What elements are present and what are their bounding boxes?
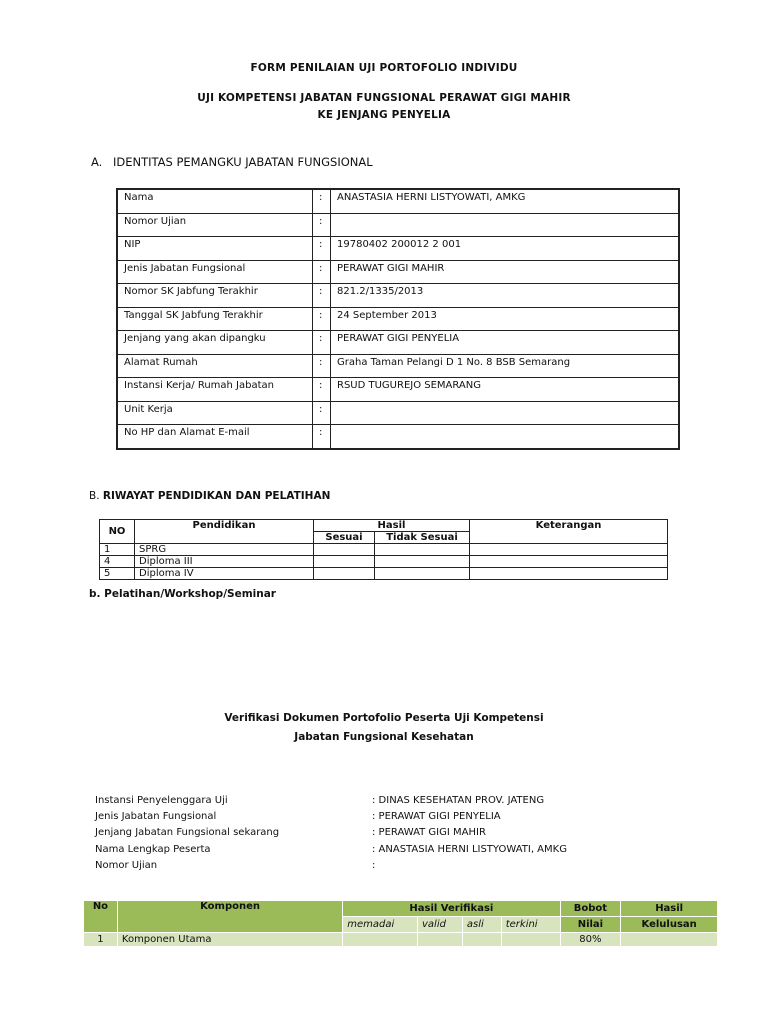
comp-col-valid: valid (418, 917, 463, 933)
row-pendidikan: Diploma IV (135, 568, 314, 580)
identity-value (331, 401, 680, 425)
identity-row (117, 378, 679, 402)
identity-label: Unit Kerja (117, 401, 313, 425)
identity-value: RSUD TUGUREJO SEMARANG (331, 378, 680, 402)
table-row (100, 568, 668, 580)
comp-col-memadai: memadai (343, 917, 418, 933)
section-a-letter: A. (91, 155, 103, 169)
info-value-instansi: : DINAS KESEHATAN PROV. JATENG (372, 795, 545, 806)
identity-value: Graha Taman Pelangi D 1 No. 8 BSB Semarang (331, 354, 680, 378)
comp-col-hasil-verifikasi: Hasil Verifikasi (343, 901, 560, 917)
pelatihan-title: b. Pelatihan/Workshop/Seminar (89, 588, 276, 600)
identity-label: No HP dan Alamat E-mail (117, 425, 313, 449)
identity-label: NIP (117, 237, 313, 261)
identity-label: Nama (117, 189, 313, 213)
info-label-nomor: Nomor Ujian (95, 860, 158, 871)
section-b-prefix: B. (89, 490, 100, 502)
form-title: FORM PENILAIAN UJI PORTOFOLIO INDIVIDU (250, 62, 518, 74)
row-pendidikan: SPRG (135, 544, 314, 556)
identity-label: Nomor Ujian (117, 213, 313, 237)
comp-col-komponen: Komponen (117, 901, 342, 933)
identity-row (117, 354, 679, 378)
identity-separator: : (313, 237, 331, 261)
identity-separator: : (313, 260, 331, 284)
identity-row (117, 425, 679, 449)
identity-row (117, 260, 679, 284)
info-value-jenjang: : PERAWAT GIGI MAHIR (372, 827, 486, 838)
comp-col-kelulusan: Kelulusan (621, 917, 718, 933)
identity-label: Alamat Rumah (117, 354, 313, 378)
info-label-nama: Nama Lengkap Peserta (95, 844, 211, 855)
identity-row (117, 307, 679, 331)
table-row (100, 556, 668, 568)
col-no: NO (100, 520, 135, 544)
comp-col-no: No (84, 901, 118, 933)
comp-col-bobot: Bobot (560, 901, 621, 917)
identity-row (117, 331, 679, 355)
section-b-title: RIWAYAT PENDIDIKAN DAN PELATIHAN (102, 490, 331, 502)
col-tidak-sesuai: Tidak Sesuai (375, 532, 470, 544)
identity-row (117, 213, 679, 237)
col-keterangan: Keterangan (470, 520, 668, 544)
section-a-title: IDENTITAS PEMANGKU JABATAN FUNGSIONAL (113, 155, 373, 169)
exam-title: UJI KOMPETENSI JABATAN FUNGSIONAL PERAWAT GIGI MAHIR (197, 92, 571, 104)
identity-value: 821.2/1335/2013 (331, 284, 680, 308)
component-table (83, 900, 718, 947)
col-hasil: Hasil (314, 520, 470, 532)
info-value-jenis: : PERAWAT GIGI PENYELIA (372, 811, 501, 822)
info-value-nomor: : (372, 860, 376, 871)
identity-row (117, 237, 679, 261)
identity-separator: : (313, 189, 331, 213)
identity-label: Nomor SK Jabfung Terakhir (117, 284, 313, 308)
comp-col-hasil: Hasil (621, 901, 718, 917)
identity-row (117, 189, 679, 213)
table-row (100, 544, 668, 556)
section-b-heading (89, 490, 330, 502)
identity-value: PERAWAT GIGI PENYELIA (331, 331, 680, 355)
info-value-nama: : ANASTASIA HERNI LISTYOWATI, AMKG (372, 844, 567, 855)
identity-label: Instansi Kerja/ Rumah Jabatan (117, 378, 313, 402)
row-pendidikan: Diploma III (135, 556, 314, 568)
identity-separator: : (313, 354, 331, 378)
info-label-jenjang: Jenjang Jabatan Fungsional sekarang (95, 827, 280, 838)
identity-value: ANASTASIA HERNI LISTYOWATI, AMKG (331, 189, 680, 213)
identity-value: 19780402 200012 2 001 (331, 237, 680, 261)
identity-separator: : (313, 331, 331, 355)
comp-col-nilai: Nilai (560, 917, 621, 933)
identity-separator: : (313, 284, 331, 308)
identity-value (331, 213, 680, 237)
comp-col-terkini: terkini (501, 917, 560, 933)
level-title: KE JENJANG PENYELIA (317, 109, 451, 121)
verifikasi-title: Verifikasi Dokumen Portofolio Peserta Uji Kompetensi (224, 712, 544, 724)
table-row (84, 933, 718, 947)
comp-col-asli: asli (462, 917, 501, 933)
identity-separator: : (313, 378, 331, 402)
info-label-jenis: Jenis Jabatan Fungsional (95, 811, 217, 822)
identity-table (116, 188, 680, 450)
identity-value (331, 425, 680, 449)
identity-separator: : (313, 213, 331, 237)
row-no: 1 (100, 544, 135, 556)
identity-row (117, 401, 679, 425)
comp-row-no: 1 (84, 933, 118, 947)
col-sesuai: Sesuai (314, 532, 375, 544)
col-pendidikan: Pendidikan (135, 520, 314, 544)
identity-label: Jenis Jabatan Fungsional (117, 260, 313, 284)
row-no: 4 (100, 556, 135, 568)
identity-value: PERAWAT GIGI MAHIR (331, 260, 680, 284)
verifikasi-subtitle: Jabatan Fungsional Kesehatan (294, 731, 474, 743)
identity-separator: : (313, 307, 331, 331)
identity-row (117, 284, 679, 308)
row-no: 5 (100, 568, 135, 580)
comp-row-komponen: Komponen Utama (117, 933, 342, 947)
info-label-instansi: Instansi Penyelenggara Uji (95, 795, 228, 806)
identity-separator: : (313, 401, 331, 425)
identity-label: Tanggal SK Jabfung Terakhir (117, 307, 313, 331)
identity-value: 24 September 2013 (331, 307, 680, 331)
education-table (99, 519, 668, 580)
comp-row-bobot: 80% (560, 933, 621, 947)
identity-separator: : (313, 425, 331, 449)
identity-label: Jenjang yang akan dipangku (117, 331, 313, 355)
